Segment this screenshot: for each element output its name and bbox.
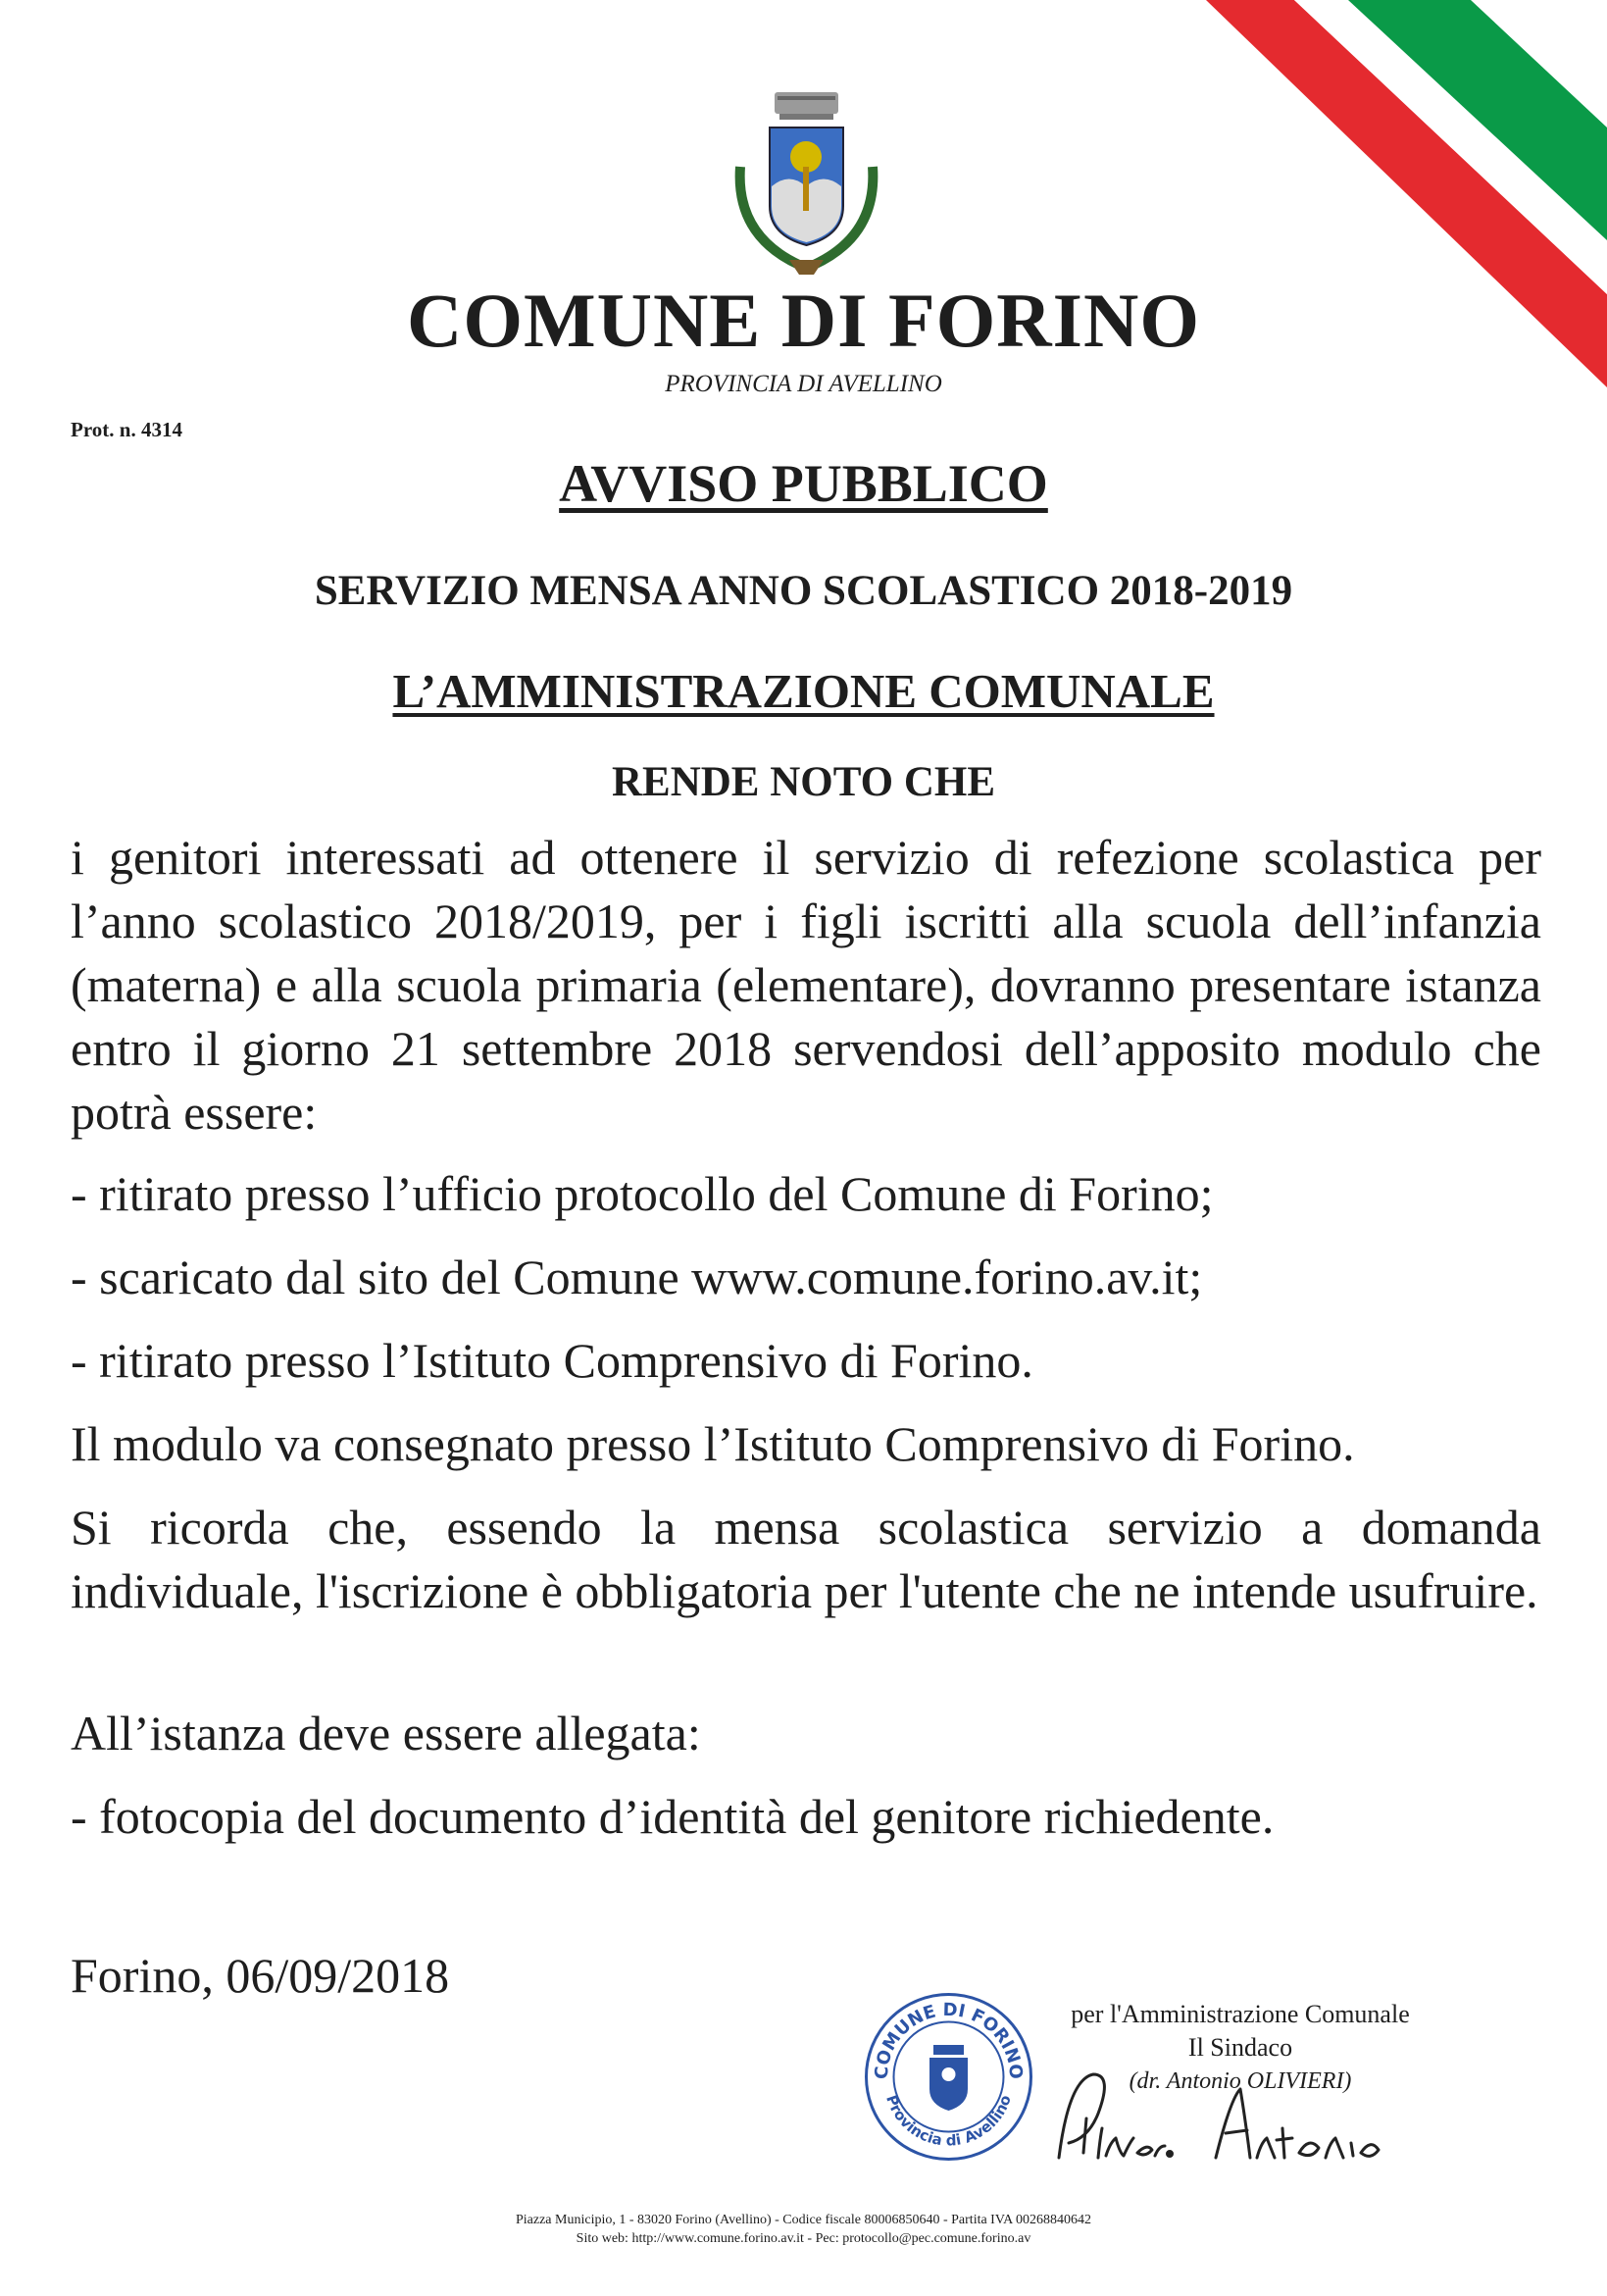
province-subtitle: PROVINCIA DI AVELLINO (665, 371, 942, 397)
svg-text:COMUNE DI FORINO: COMUNE DI FORINO (871, 1999, 1027, 2080)
notice-issuer: L’AMMINISTRAZIONE COMUNALE (392, 664, 1215, 718)
municipality-title: COMUNE DI FORINO (407, 278, 1200, 363)
signature-text (0, 0, 1, 1)
option-item-website: - scaricato dal sito del Comune www.comune.forino.av.it; (71, 1250, 1203, 1304)
option-item-office: - ritirato presso l’ufficio protocollo del Comune di Forino; (71, 1166, 1214, 1221)
svg-text:Provincia di Avellino: Provincia di Avellino (882, 2092, 1015, 2150)
reminder-paragraph: Si ricorda che, essendo la mensa scolastica servizio a domanda individuale, l'iscrizione è obbligatoria per l'utente che ne intende usufruire. (71, 1500, 1541, 1618)
protocol-number: Prot. n. 4314 (71, 418, 182, 441)
stamp-inner-text (0, 0, 1, 1)
delivery-paragraph: Il modulo va consegnato presso l’Istituto Comprensivo di Forino. (71, 1416, 1355, 1471)
footer-address: Piazza Municipio, 1 - 83020 Forino (Avellino) - Codice fiscale 80006850640 - Partita IVA 00268840642 (515, 2213, 1091, 2227)
signatory-line-3: (dr. Antonio OLIVIERI) (1129, 2068, 1352, 2094)
flag-white-stripe (1294, 0, 1607, 294)
intro-paragraph: i genitori interessati ad ottenere il servizio di refezione scolastica per l’anno scolastico 2018/2019, per i figli iscritti alla scuola dell’infanzia (materna) e alla scuola primaria (elementare), dovranno presentare istanza entro il giorno 21 settembre 2018 servendosi dell’apposito modulo che potrà essere: (71, 830, 1541, 1140)
stamp-outer-text (0, 0, 1, 1)
attachment-intro: All’istanza deve essere allegata: (71, 1706, 701, 1760)
option-item-institute: - ritirato presso l’Istituto Comprensivo di Forino. (71, 1333, 1033, 1388)
footer-web: Sito web: http://www.comune.forino.av.it - Pec: protocollo@pec.comune.forino.av (576, 2231, 1031, 2246)
place-date: Forino, 06/09/2018 (71, 1948, 450, 2003)
signatory-line-2: Il Sindaco (1187, 2033, 1293, 2062)
handwritten-signature (1039, 2060, 1431, 2177)
notice-title: AVVISO PUBBLICO (559, 454, 1048, 513)
notice-announces: RENDE NOTO CHE (611, 759, 996, 805)
signatory-line-1: per l'Amministrazione Comunale (1071, 2000, 1410, 2028)
flag-green-stripe (1348, 0, 1607, 240)
notice-subject: SERVIZIO MENSA ANNO SCOLASTICO 2018-2019 (314, 568, 1293, 614)
attachment-item: - fotocopia del documento d’identità del genitore richiedente. (71, 1789, 1275, 1844)
municipal-crest-icon (721, 88, 892, 280)
